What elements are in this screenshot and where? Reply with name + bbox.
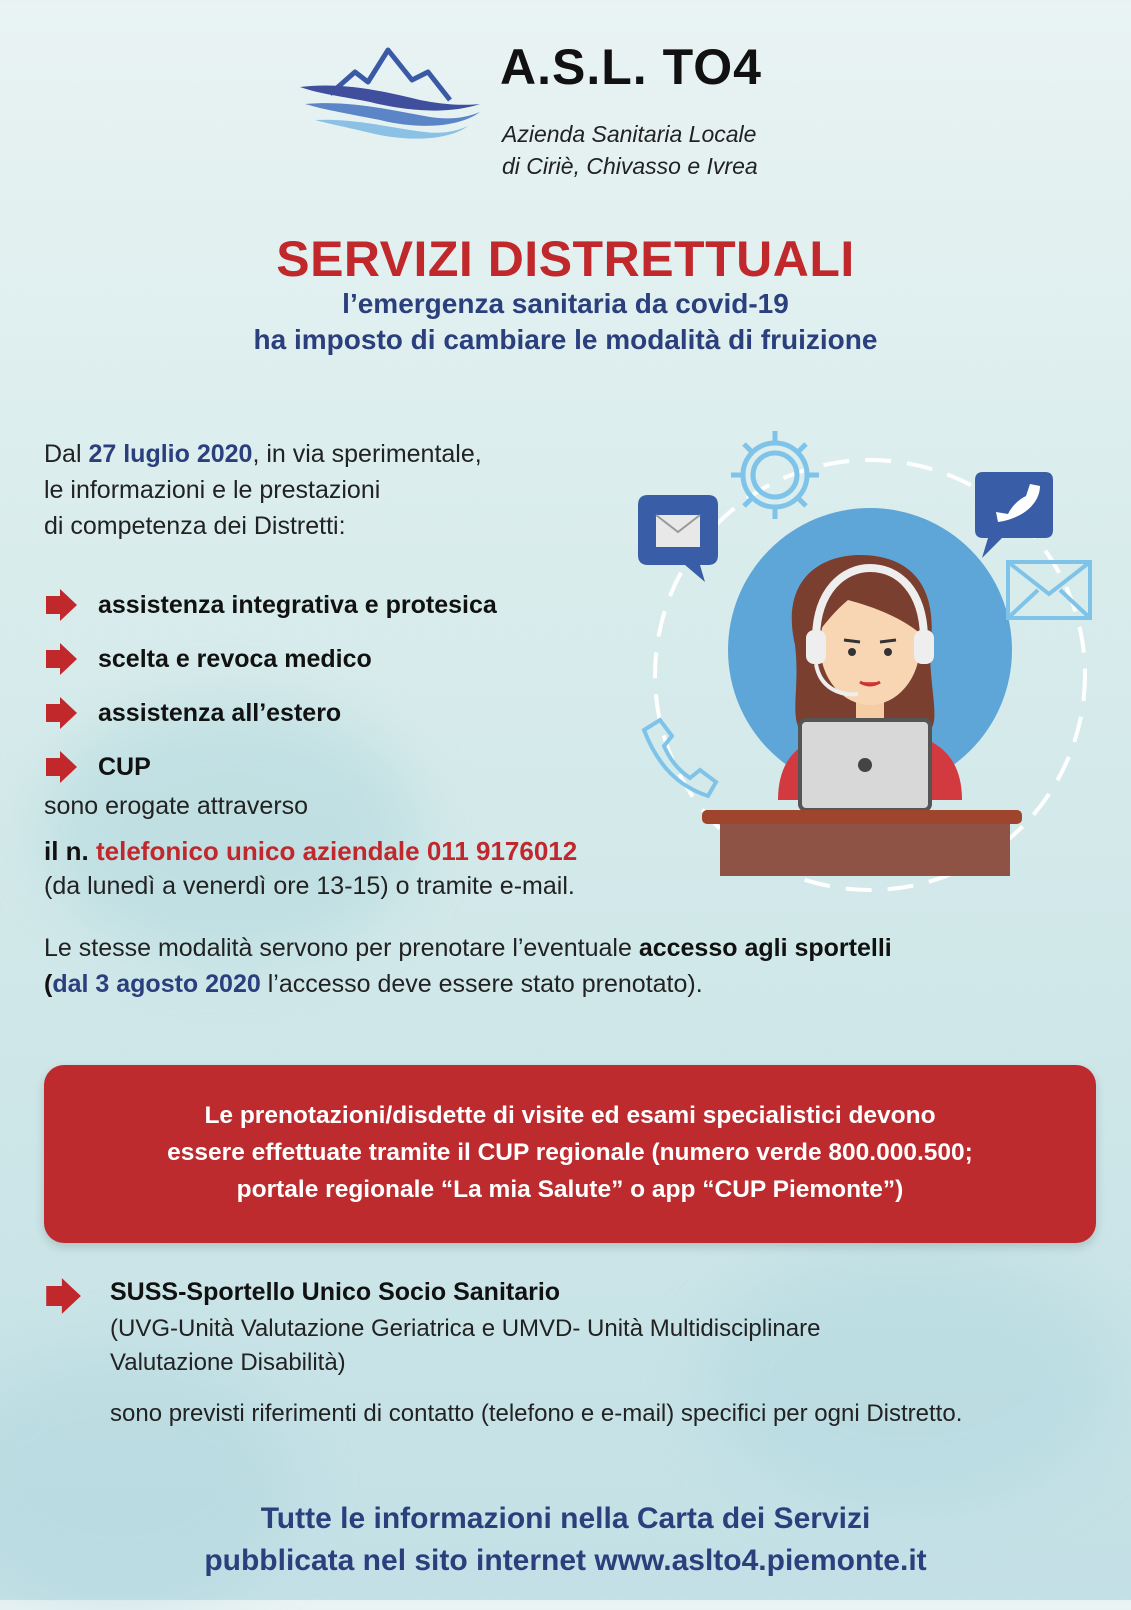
arrow-right-icon xyxy=(44,1277,82,1315)
booking-part2: l’accesso deve essere stato prenotato). xyxy=(260,970,703,998)
intro-line2: le informazioni e le prestazioni xyxy=(44,476,381,504)
booking-date: dal 3 agosto 2020 xyxy=(52,970,261,998)
list-item xyxy=(44,686,497,740)
footer-line1: Tutte le informazioni nella Carta dei Servizi xyxy=(260,1502,871,1535)
page-subtitle xyxy=(0,286,1131,358)
service-label: assistenza all’estero xyxy=(98,698,342,727)
arrow-right-icon xyxy=(44,642,78,676)
org-subtitle-line2: di Ciriè, Chivasso e Ivrea xyxy=(502,153,758,179)
org-subtitle-line1: Azienda Sanitaria Locale xyxy=(502,121,757,147)
arrow-right-icon xyxy=(44,750,78,784)
suss-desc-line2: Valutazione Disabilità) xyxy=(110,1349,346,1376)
contact-hours: (da lunedì a venerdì ore 13-15) o tramite e-mail. xyxy=(44,872,575,900)
asl-logo-icon xyxy=(300,42,480,142)
intro-prefix: Dal xyxy=(44,440,89,468)
notice-line2: essere effettuate tramite il CUP regionale (numero verde 800.000.500; xyxy=(167,1139,973,1166)
services-list xyxy=(44,578,497,794)
footer-line2: pubblicata nel sito internet www.aslto4.piemonte.it xyxy=(204,1544,927,1577)
notice-line3: portale regionale “La mia Salute” o app “CUP Piemonte”) xyxy=(236,1176,904,1203)
phone-prefix: il n. xyxy=(44,836,96,866)
footer-info xyxy=(0,1498,1131,1582)
phone-number: telefonico unico aziendale 011 9176012 xyxy=(96,836,578,866)
booking-part1: Le stesse modalità servono per prenotare l’eventuale xyxy=(44,934,639,962)
booking-text xyxy=(44,930,1104,1002)
notice-text xyxy=(44,1097,1096,1208)
list-item xyxy=(44,632,497,686)
suss-description xyxy=(110,1312,820,1380)
arrow-right-icon xyxy=(44,588,78,622)
service-label: CUP xyxy=(98,752,151,781)
list-item xyxy=(44,578,497,632)
intro-date: 27 luglio 2020 xyxy=(88,440,253,468)
booking-bold: accesso agli sportelli xyxy=(638,934,892,962)
list-item xyxy=(44,740,497,794)
suss-contact-text: sono previsti riferimenti di contatto (telefono e e-mail) specifici per ogni Distretto. xyxy=(110,1400,963,1427)
subtitle-line1: l’emergenza sanitaria da covid-19 xyxy=(342,288,789,319)
service-label: assistenza integrativa e protesica xyxy=(98,590,497,619)
intro-line3: di competenza dei Distretti: xyxy=(44,512,346,540)
cup-notice-box xyxy=(44,1065,1096,1243)
page-title: SERVIZI DISTRETTUALI xyxy=(276,231,855,287)
suss-desc-line1: (UVG-Unità Valutazione Geriatrica e UMVD- Unità Multidisciplinare xyxy=(110,1315,821,1342)
call-center-operator-icon xyxy=(630,430,1110,910)
booking-paren: ( xyxy=(44,970,53,998)
subtitle-line2: ha imposto di cambiare le modalità di fruizione xyxy=(253,324,878,355)
org-subtitle xyxy=(502,118,758,182)
intro-text xyxy=(44,436,482,544)
intro-suffix: , in via sperimentale, xyxy=(252,440,482,468)
notice-line1: Le prenotazioni/disdette di visite ed esami specialistici devono xyxy=(204,1102,936,1129)
delivery-text: sono erogate attraverso xyxy=(44,792,309,820)
phone-line xyxy=(44,836,577,867)
service-label: scelta e revoca medico xyxy=(98,644,372,673)
suss-title: SUSS-Sportello Unico Socio Sanitario xyxy=(110,1278,561,1306)
org-name: A.S.L. TO4 xyxy=(500,39,762,95)
arrow-right-icon xyxy=(44,696,78,730)
